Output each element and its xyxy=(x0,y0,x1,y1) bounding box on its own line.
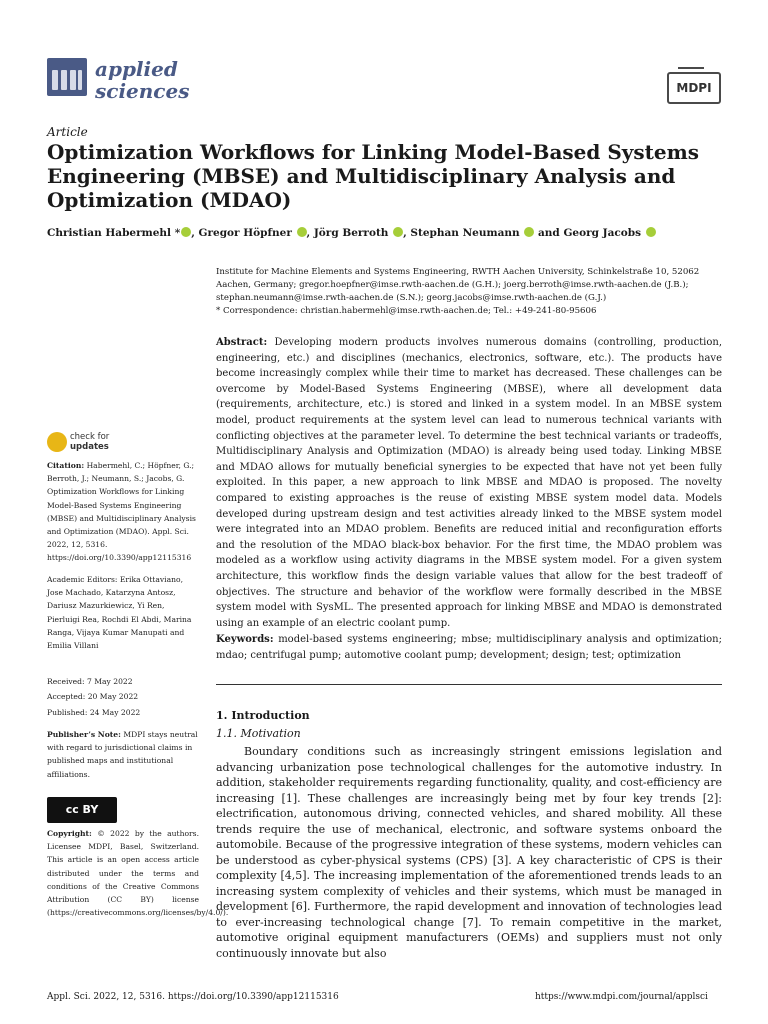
check-for-updates[interactable]: check for updates xyxy=(70,432,110,452)
section-heading: 1. Introduction xyxy=(216,709,310,722)
journal-logo-icon xyxy=(47,58,87,96)
article-type: Article xyxy=(47,125,88,139)
keywords-text: model-based systems engineering; mbse; multidisciplinary analysis and optimization; mdao; centrifugal pump; automotive coolant pump; development; design; test; optimization xyxy=(216,634,722,661)
introduction-text: Boundary conditions such as increasingly stringent emissions legislation and advancing urbanization pose technological challenges for the automotive industry. In addition, stakeholder requirements regarding functionality, quality, and cost-efficiency are increasing [1]. These challenges are increasingly being met by four key trends [2]: electrification, autonomous driving, connected vehicles, and shared mobility. All these trends require the use of mechanical, electronic, and software systems onboard the automobile. Because of the progressive integration of these systems, modern vehicles can be understood as cyber-physical systems (CPS) [3]. A key characteristic of CPS is their complexity [4,5]. The increasing implementation of the aforementioned trends leads to an increasing system complexity of vehicles and their systems, which must be managed in development [6]. Furthermore, the rapid development and innovation of technologies lead to ever-increasing technological change [7]. To remain competitive in the market, automotive original equipment manufacturers (OEMs) and suppliers must not only continuously innovate but also xyxy=(216,745,722,960)
check-for-updates-icon[interactable] xyxy=(47,432,67,452)
citation: Citation: Habermehl, C.; Höpfner, G.; Berroth, J.; Neumann, S.; Jacobs, G. Optimization Workflows for Linking Model-Based Systems Engineering (MBSE) and Multidisciplinary Analysis and Optimization (MDAO). Appl. Sci. 2022, 12, 5316. https://doi.org/10.3390/app12115316 xyxy=(47,461,196,563)
published-date: Published: 24 May 2022 xyxy=(47,708,141,717)
mdpi-logo[interactable]: MDPI xyxy=(667,72,721,104)
abstract-label: Abstract: xyxy=(216,337,268,348)
subsection-heading: 1.1. Motivation xyxy=(216,727,301,740)
keywords-label: Keywords: xyxy=(216,634,274,645)
journal-name: applied sciences xyxy=(95,57,190,103)
received-date: Received: 7 May 2022 xyxy=(47,677,133,686)
keywords xyxy=(216,632,722,663)
section-divider xyxy=(216,684,722,685)
abstract xyxy=(216,335,722,631)
academic-editors: Academic Editors: Erika Ottaviano, Jose Machado, Katarzyna Antosz, Dariusz Mazurkiewicz, Yi Ren, Pierluigi Rea, Rochdi El Abdi, Marina Ranga, Vijaya Kumar Manupati and Emilia Villani xyxy=(47,575,192,651)
orcid-icon[interactable] xyxy=(181,227,191,237)
affiliation: Institute for Machine Elements and Systems Engineering, RWTH Aachen University, Schinkelstraße 10, 52062 Aachen, Germany; gregor.hoepfner@imse.rwth-aachen.de (G.H.); joerg.berroth@imse.rwth-aachen.de (J.B.); stephan.neumann@imse.rwth-aachen.de (S.N.); georg.jacobs@imse.rwth-aachen.de (G.J.) xyxy=(216,267,700,303)
orcid-icon[interactable] xyxy=(524,227,534,237)
copyright: Copyright: © 2022 by the authors. Licensee MDPI, Basel, Switzerland. This article is an open access article distributed under the terms and conditions of the Creative Commons Attribution (CC BY) license (https://creativecommons.org/licenses/by/4.0/). xyxy=(47,829,229,918)
accepted-date: Accepted: 20 May 2022 xyxy=(47,692,139,701)
footer-journal-url[interactable]: https://www.mdpi.com/journal/applsci xyxy=(535,992,708,1002)
orcid-icon[interactable] xyxy=(646,227,656,237)
footer-citation[interactable]: Appl. Sci. 2022, 12, 5316. https://doi.org/10.3390/app12115316 xyxy=(47,992,339,1002)
author-name[interactable]: Gregor Höpfner xyxy=(198,227,292,239)
author-name[interactable]: Christian Habermehl * xyxy=(47,227,181,239)
abstract-text: Developing modern products involves numerous domains (controlling, production, engineering, etc.) and disciplines (mechanics, electronics, software, etc.). The products have become increasingly complex while their time to market has decreased. These challenges can be overcome by Model-Based Systems Engineering (MBSE), where all development data (requirements, architecture, etc.) is stored and linked in a system model. In an MBSE system model, product requirements at the system level can lead to numerous technical variants with conflicting objectives at the parameter level. To determine the best technical variants or tradeoffs, Multidisciplinary Analysis and Optimization (MDAO) is already being used today. Linking MBSE and MDAO allows for mutually beneficial synergies to be expected that have not yet been fully exploited. In this paper, a new approach to link MBSE and MDAO is proposed. The novelty compared to existing approaches is the reuse of existing MBSE system model data. Models developed during upstream design and test activities already linked to the MBSE system model were integrated into an MDAO problem. Benefits are reduced initial and reconfiguration efforts and the resolution of the MDAO black-box behavior. For the first time, the MDAO problem was modeled as a workflow using activity diagrams in the MBSE system model. For a given system architecture, this workflow finds the design variable values that allow for the best tradeoff of objectives. The structure and behavior of the workflow were formally described in the MBSE system model with SysML. The presented approach for linking MBSE and MDAO is demonstrated using an example of an electric coolant pump. xyxy=(216,337,722,629)
author-list: Christian Habermehl * , Gregor Höpfner , Jörg Berroth , Stephan Neumann and Georg Jacobs xyxy=(47,227,727,239)
cc-by-license-icon[interactable]: cc BY xyxy=(47,797,117,823)
author-name[interactable]: Stephan Neumann xyxy=(410,227,520,239)
author-name[interactable]: Georg Jacobs xyxy=(563,227,642,239)
orcid-icon[interactable] xyxy=(297,227,307,237)
correspondence: * Correspondence: christian.habermehl@imse.rwth-aachen.de; Tel.: +49-241-80-95606 xyxy=(216,306,597,316)
author-name[interactable]: Jörg Berroth xyxy=(313,227,389,239)
article-title: Optimization Workflows for Linking Model-Based Systems Engineering (MBSE) and Multidisciplinary Analysis and Optimization (MDAO) xyxy=(47,140,700,212)
orcid-icon[interactable] xyxy=(393,227,403,237)
publisher-note: Publisher’s Note: MDPI stays neutral with regard to jurisdictional claims in published maps and institutional affiliations. xyxy=(47,730,198,779)
